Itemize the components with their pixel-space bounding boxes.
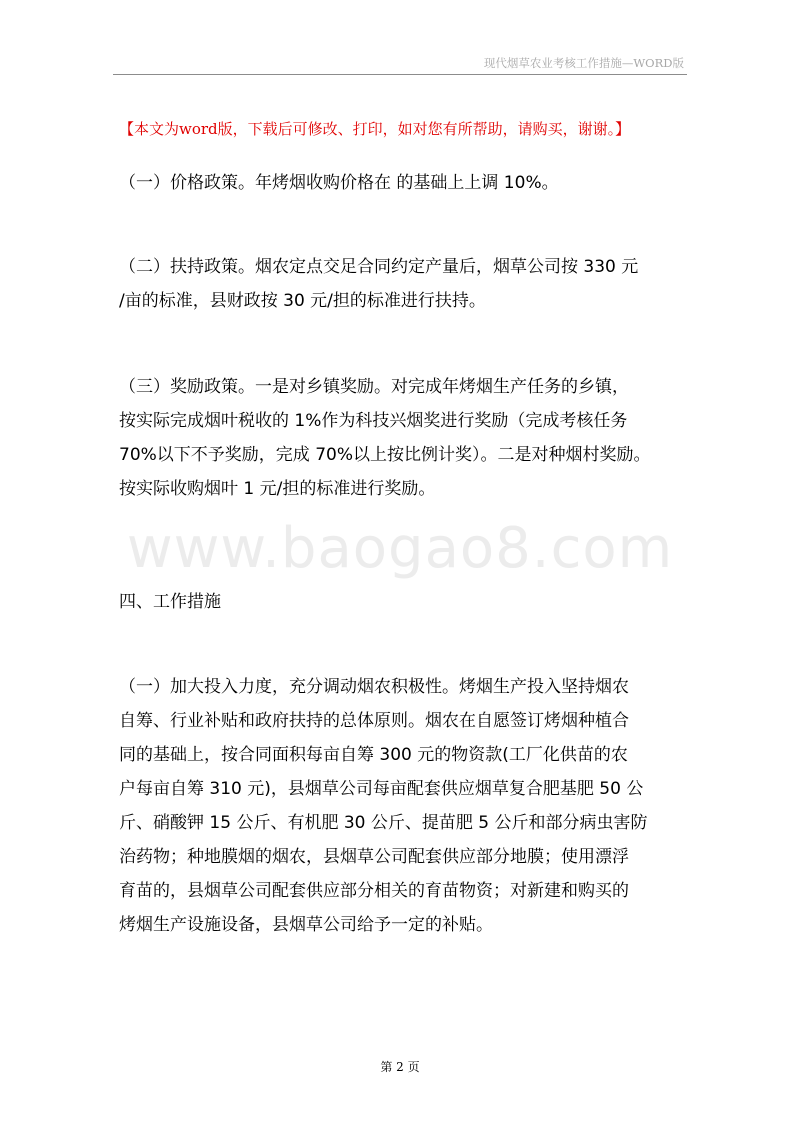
paragraph-investment: [119, 670, 648, 942]
paragraph-reward-policy: [119, 370, 650, 506]
header-rule: [113, 74, 687, 75]
paragraph-line: （一）价格政策。年烤烟收购价格在 的基础上上调 10%。: [119, 173, 559, 193]
download-notice: 【本文为word版，下载后可修改、打印，如对您有所帮助，请购买，谢谢。】: [119, 120, 631, 138]
header-title: 现代烟草农业考核工作措施—WORD版: [483, 56, 684, 70]
paragraph-line: 按实际完成烟叶税收的 1%作为科技兴烟奖进行奖励（完成考核任务: [119, 411, 628, 431]
paragraph-line: 育苗的，县烟草公司配套供应部分相关的育苗物资；对新建和购买的: [119, 881, 629, 901]
paragraph-line: 烤烟生产设施设备，县烟草公司给予一定的补贴。: [119, 915, 493, 935]
watermark: www.baogao8.com: [126, 516, 674, 581]
paragraph-line: /亩的标准，县财政按 30 元/担的标准进行扶持。: [119, 291, 486, 311]
paragraph-line: （三）奖励政策。一是对乡镇奖励。对完成年烤烟生产任务的乡镇，: [119, 377, 629, 397]
paragraph-line: 按实际收购烟叶 1 元/担的标准进行奖励。: [119, 479, 436, 499]
paragraph-line: 自筹、行业补贴和政府扶持的总体原则。烟农在自愿签订烤烟种植合: [119, 711, 629, 731]
paragraph-line: 70%以下不予奖励，完成 70%以上按比例计奖）。二是对种烟村奖励。: [119, 445, 651, 465]
paragraph-line: （一）加大投入力度，充分调动烟农积极性。烤烟生产投入坚持烟农: [119, 677, 629, 697]
paragraph-line: 同的基础上，按合同面积每亩自筹 300 元的物资款(工厂化供苗的农: [119, 745, 628, 765]
paragraph-support-policy: [119, 250, 638, 318]
paragraph-line: 治药物；种地膜烟的烟农，县烟草公司配套供应部分地膜；使用漂浮: [119, 847, 629, 867]
page-number: 第 2 页: [380, 1060, 420, 1074]
section-heading: 四、工作措施: [119, 592, 221, 612]
section-heading-measures: [119, 585, 221, 619]
paragraph-line: （二）扶持政策。烟农定点交足合同约定产量后，烟草公司按 330 元: [119, 257, 639, 277]
paragraph-line: 斤、硝酸钾 15 公斤、有机肥 30 公斤、提苗肥 5 公斤和部分病虫害防: [119, 813, 648, 833]
paragraph-price-policy: [119, 166, 559, 200]
paragraph-line: 户每亩自筹 310 元)，县烟草公司每亩配套供应烟草复合肥基肥 50 公: [119, 779, 644, 799]
